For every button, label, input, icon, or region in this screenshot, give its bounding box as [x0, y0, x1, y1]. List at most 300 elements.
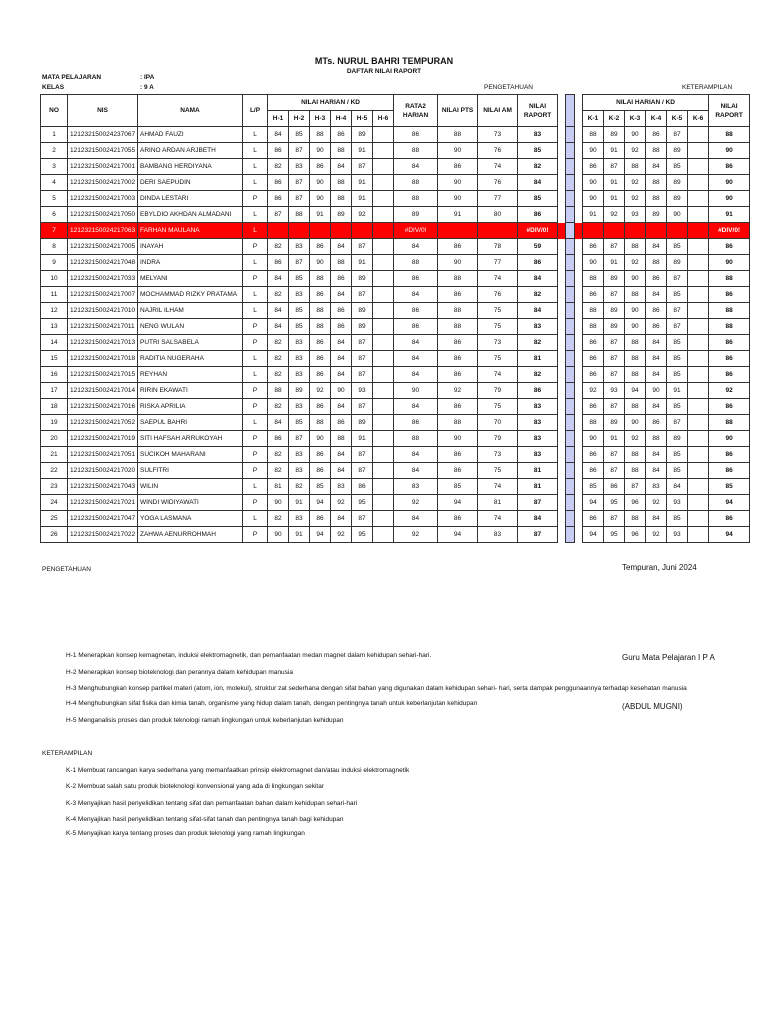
table-row	[41, 175, 750, 191]
row-name: RISKA APRILIA	[138, 399, 243, 415]
row-daily-score: 86	[310, 351, 331, 367]
row-skill-score: 87	[604, 447, 625, 463]
separator-cell	[558, 239, 566, 255]
row-daily-score: 83	[289, 511, 310, 527]
row-avg: 84	[394, 399, 438, 415]
row-daily-score	[373, 143, 394, 159]
row-no: 16	[41, 367, 68, 383]
row-skill-score: 84	[646, 159, 667, 175]
row-skill-score	[667, 223, 688, 239]
row-name: DINDA LESTARI	[138, 191, 243, 207]
row-nis: 121232150024217005	[68, 239, 138, 255]
row-name: YOGA LASMANA	[138, 511, 243, 527]
row-no: 6	[41, 207, 68, 223]
row-skill-score: 86	[583, 463, 604, 479]
row-daily-score	[373, 383, 394, 399]
row-skill-score	[688, 383, 709, 399]
row-skill-score: 88	[583, 127, 604, 143]
row-daily-score: 84	[268, 271, 289, 287]
row-skill-score: 83	[646, 479, 667, 495]
row-nis: 121232150024217022	[68, 527, 138, 543]
row-skill-score: 91	[604, 143, 625, 159]
row-lp: L	[243, 127, 268, 143]
separator-cell	[575, 527, 583, 543]
row-avg: 84	[394, 239, 438, 255]
row-daily-score: 82	[268, 367, 289, 383]
kd-skill-5: K-5 Menyajikan karya tentang proses dan produk teknologi yang ramah lingkungan	[66, 830, 305, 837]
row-skill-report: 90	[709, 191, 750, 207]
row-daily-score: 91	[310, 207, 331, 223]
row-am: 74	[478, 271, 518, 287]
row-skill-score	[688, 351, 709, 367]
row-pts: 90	[438, 431, 478, 447]
row-daily-score: 90	[310, 431, 331, 447]
row-skill-score: 84	[646, 335, 667, 351]
row-daily-score: 87	[289, 175, 310, 191]
row-daily-score: 89	[352, 415, 373, 431]
row-daily-score: 95	[352, 527, 373, 543]
row-skill-score: 87	[604, 335, 625, 351]
row-daily-score	[373, 367, 394, 383]
row-daily-score: 86	[331, 271, 352, 287]
row-skill-score: 86	[583, 239, 604, 255]
row-daily-score: 92	[331, 527, 352, 543]
row-daily-score: 92	[352, 207, 373, 223]
row-pts: 88	[438, 319, 478, 335]
row-skill-score	[688, 511, 709, 527]
row-skill-score: 89	[646, 207, 667, 223]
row-skill-report: 86	[709, 351, 750, 367]
row-skill-report: 90	[709, 175, 750, 191]
row-skill-score	[688, 415, 709, 431]
place-date: Tempuran, Juni 2024	[622, 563, 697, 572]
row-daily-score: 87	[352, 335, 373, 351]
row-avg: 89	[394, 207, 438, 223]
row-report: 82	[518, 287, 558, 303]
row-daily-score: 85	[289, 319, 310, 335]
row-daily-score: 82	[268, 239, 289, 255]
row-report: 87	[518, 495, 558, 511]
row-daily-score: 83	[289, 463, 310, 479]
separator-cell	[558, 447, 566, 463]
row-report: 81	[518, 479, 558, 495]
row-avg: 86	[394, 271, 438, 287]
row-daily-score: 87	[352, 511, 373, 527]
row-daily-score	[373, 495, 394, 511]
row-skill-score: 88	[625, 287, 646, 303]
row-nis: 121232150024217015	[68, 367, 138, 383]
row-daily-score	[310, 223, 331, 239]
row-skill-score: 87	[604, 239, 625, 255]
separator-shaded	[566, 399, 575, 415]
col-skill-3: K-3	[625, 111, 646, 127]
row-skill-score: 88	[583, 415, 604, 431]
row-skill-score: 92	[583, 383, 604, 399]
row-skill-score: 93	[604, 383, 625, 399]
table-row	[41, 383, 750, 399]
row-daily-score: 87	[352, 159, 373, 175]
row-daily-score: 91	[289, 527, 310, 543]
row-am: 75	[478, 351, 518, 367]
row-skill-score: 89	[667, 255, 688, 271]
row-pts: 88	[438, 415, 478, 431]
row-pts: 86	[438, 511, 478, 527]
row-no: 3	[41, 159, 68, 175]
row-report: 85	[518, 191, 558, 207]
row-daily-score: 95	[352, 495, 373, 511]
row-skill-score: 91	[604, 255, 625, 271]
row-daily-score: 84	[268, 127, 289, 143]
col-skill-1: K-1	[583, 111, 604, 127]
row-daily-score: 82	[268, 351, 289, 367]
separator-shaded	[566, 495, 575, 511]
row-daily-score: 84	[331, 399, 352, 415]
school-title: MTs. NURUL BAHRI TEMPURAN	[314, 56, 454, 66]
row-daily-score: 84	[268, 415, 289, 431]
row-daily-score: 88	[310, 271, 331, 287]
row-report: #DIV/0!	[518, 223, 558, 239]
row-skill-score: 89	[604, 303, 625, 319]
separator-cell	[575, 143, 583, 159]
row-skill-score: 85	[667, 463, 688, 479]
row-skill-score: 86	[583, 287, 604, 303]
row-pts: 90	[438, 191, 478, 207]
row-skill-score: 88	[625, 511, 646, 527]
col-nis: NIS	[68, 95, 138, 127]
row-skill-score: 90	[583, 143, 604, 159]
table-row	[41, 511, 750, 527]
row-skill-score: 84	[667, 479, 688, 495]
document-subtitle: DAFTAR NILAI RAPORT	[346, 68, 422, 75]
row-report: 83	[518, 415, 558, 431]
table-row	[41, 479, 750, 495]
row-report: 83	[518, 127, 558, 143]
separator-cell	[558, 479, 566, 495]
row-lp: L	[243, 287, 268, 303]
row-skill-score: 84	[646, 447, 667, 463]
row-skill-score: 87	[667, 303, 688, 319]
row-daily-score: 88	[289, 207, 310, 223]
separator-cell	[558, 383, 566, 399]
row-daily-score: 86	[268, 431, 289, 447]
row-skill-score: 92	[625, 431, 646, 447]
row-avg: 84	[394, 447, 438, 463]
row-skill-score: 92	[646, 495, 667, 511]
row-skill-score	[688, 159, 709, 175]
row-daily-score: 86	[268, 175, 289, 191]
row-avg: 88	[394, 431, 438, 447]
row-no: 18	[41, 399, 68, 415]
row-daily-score: 87	[352, 463, 373, 479]
row-skill-score: 88	[625, 351, 646, 367]
row-daily-score: 83	[289, 287, 310, 303]
row-nis: 121232150024217002	[68, 175, 138, 191]
row-am: 83	[478, 527, 518, 543]
row-skill-report: 85	[709, 479, 750, 495]
row-daily-score: 88	[331, 431, 352, 447]
table-row	[41, 335, 750, 351]
row-report: 85	[518, 143, 558, 159]
row-skill-score	[688, 175, 709, 191]
row-no: 17	[41, 383, 68, 399]
row-nis: 121232150024217013	[68, 335, 138, 351]
row-skill-report: 88	[709, 415, 750, 431]
row-skill-score: 86	[583, 351, 604, 367]
row-pts: 92	[438, 383, 478, 399]
row-skill-score: 84	[646, 463, 667, 479]
row-daily-score: 87	[268, 207, 289, 223]
row-skill-score: 86	[583, 335, 604, 351]
row-daily-score: 83	[289, 159, 310, 175]
row-daily-score: 87	[352, 447, 373, 463]
row-daily-score: 89	[352, 319, 373, 335]
row-daily-score	[352, 223, 373, 239]
col-skill-4: K-4	[646, 111, 667, 127]
row-avg: 84	[394, 367, 438, 383]
row-lp: L	[243, 479, 268, 495]
separator-shaded	[566, 367, 575, 383]
row-daily-score: 91	[352, 255, 373, 271]
row-skill-score: 89	[667, 175, 688, 191]
row-skill-score: 88	[625, 447, 646, 463]
row-daily-score	[373, 303, 394, 319]
separator-cell	[558, 287, 566, 303]
row-skill-score	[688, 191, 709, 207]
col-daily-group: NILAI HARIAN / KD	[268, 95, 394, 111]
row-lp: L	[243, 223, 268, 239]
separator-cell	[575, 479, 583, 495]
row-skill-score	[688, 527, 709, 543]
row-daily-score	[373, 223, 394, 239]
row-daily-score: 86	[310, 511, 331, 527]
row-skill-report: 88	[709, 319, 750, 335]
col-name: NAMA	[138, 95, 243, 127]
row-daily-score: 85	[289, 271, 310, 287]
row-skill-score: 92	[625, 191, 646, 207]
row-avg: 88	[394, 175, 438, 191]
row-daily-score: 83	[289, 239, 310, 255]
separator-cell	[575, 95, 583, 127]
row-skill-score: 88	[583, 271, 604, 287]
row-daily-score: 83	[289, 335, 310, 351]
row-avg: 88	[394, 255, 438, 271]
row-daily-score: 90	[268, 527, 289, 543]
row-skill-report: 86	[709, 159, 750, 175]
row-lp: P	[243, 399, 268, 415]
row-daily-score	[373, 239, 394, 255]
row-no: 12	[41, 303, 68, 319]
row-lp: L	[243, 351, 268, 367]
row-skill-score	[688, 367, 709, 383]
row-daily-score: 86	[310, 159, 331, 175]
row-daily-score: 88	[331, 191, 352, 207]
row-avg: 86	[394, 319, 438, 335]
row-daily-score: 89	[352, 127, 373, 143]
separator-cell	[558, 175, 566, 191]
row-name: SITI HAFSAH ARRUKOYAH	[138, 431, 243, 447]
row-skill-score: 87	[604, 351, 625, 367]
separator-cell	[575, 271, 583, 287]
row-pts	[438, 223, 478, 239]
separator-cell	[575, 383, 583, 399]
row-daily-score: 87	[289, 143, 310, 159]
row-name: NENG WULAN	[138, 319, 243, 335]
col-daily-3: H-3	[310, 111, 331, 127]
table-row	[41, 527, 750, 543]
row-skill-score: 84	[646, 367, 667, 383]
row-am: 74	[478, 511, 518, 527]
row-skill-score: 90	[583, 191, 604, 207]
row-daily-score: 87	[352, 399, 373, 415]
row-daily-score: 83	[289, 367, 310, 383]
table-row	[41, 399, 750, 415]
separator-cell	[575, 351, 583, 367]
row-nis: 121232150024217033	[68, 271, 138, 287]
row-am: 73	[478, 127, 518, 143]
row-daily-score: 89	[352, 303, 373, 319]
row-report: 81	[518, 463, 558, 479]
row-skill-score: 87	[604, 463, 625, 479]
row-skill-score: 91	[667, 383, 688, 399]
row-am: 77	[478, 255, 518, 271]
row-name: MOCHAMMAD RIZKY PRATAMA	[138, 287, 243, 303]
row-skill-score: 94	[583, 495, 604, 511]
row-daily-score: 93	[352, 383, 373, 399]
row-no: 15	[41, 351, 68, 367]
separator-cell	[558, 255, 566, 271]
row-avg: 88	[394, 191, 438, 207]
row-daily-score: 90	[310, 143, 331, 159]
row-skill-score: 91	[604, 431, 625, 447]
row-skill-report: 86	[709, 463, 750, 479]
kd-knowledge-2: H-2 Menerapkan konsep bioteknologi dan perannya dalam kehidupan manusia	[66, 669, 293, 676]
row-daily-score: 87	[352, 239, 373, 255]
row-daily-score: 91	[352, 431, 373, 447]
row-nis: 121232150024217021	[68, 495, 138, 511]
row-avg: 84	[394, 287, 438, 303]
row-am: 75	[478, 303, 518, 319]
row-avg: 90	[394, 383, 438, 399]
separator-cell	[558, 207, 566, 223]
col-daily-5: H-5	[352, 111, 373, 127]
separator-shaded	[566, 191, 575, 207]
row-skill-score: 84	[646, 287, 667, 303]
row-skill-score: 88	[583, 303, 604, 319]
row-skill-score	[688, 303, 709, 319]
separator-cell	[575, 255, 583, 271]
row-skill-score	[688, 287, 709, 303]
row-am: 79	[478, 383, 518, 399]
subject-value: : IPA	[140, 74, 155, 81]
row-lp: L	[243, 367, 268, 383]
row-daily-score: 94	[310, 527, 331, 543]
table-row	[41, 463, 750, 479]
separator-cell	[558, 527, 566, 543]
table-row	[41, 495, 750, 511]
row-skill-score	[688, 479, 709, 495]
row-name: SUCIKOH MAHARANI	[138, 447, 243, 463]
row-skill-report: 90	[709, 431, 750, 447]
row-daily-score: 94	[310, 495, 331, 511]
row-skill-score: 86	[604, 479, 625, 495]
row-skill-score	[688, 463, 709, 479]
row-daily-score	[373, 335, 394, 351]
row-name: INAYAH	[138, 239, 243, 255]
row-report: 86	[518, 255, 558, 271]
row-skill-score: 85	[667, 367, 688, 383]
separator-shaded	[566, 287, 575, 303]
row-daily-score: 85	[310, 479, 331, 495]
row-daily-score: 86	[352, 479, 373, 495]
row-skill-score: 87	[667, 127, 688, 143]
row-report: 83	[518, 431, 558, 447]
row-daily-score	[373, 431, 394, 447]
row-skill-score: 88	[625, 463, 646, 479]
kd-skill-2: K-2 Membuat salah satu produk bioteknologi konvensional yang ada di lingkungan sekitar	[66, 783, 324, 790]
row-skill-report: 94	[709, 527, 750, 543]
separator-cell	[558, 127, 566, 143]
separator-cell	[575, 399, 583, 415]
row-pts: 86	[438, 351, 478, 367]
row-name: MELYANI	[138, 271, 243, 287]
row-daily-score	[373, 351, 394, 367]
row-skill-score: 87	[667, 271, 688, 287]
row-am: 74	[478, 159, 518, 175]
col-daily-2: H-2	[289, 111, 310, 127]
row-skill-score: 89	[667, 143, 688, 159]
separator-shaded	[566, 479, 575, 495]
kd-knowledge-4: H-4 Menghubungkan sifat fisika dan kimia tanah, organisme yang hidup dalam tanah, dengan pentingnya tanah untuk keberlanjutan kehidupan	[66, 700, 478, 707]
row-no: 20	[41, 431, 68, 447]
row-pts: 86	[438, 367, 478, 383]
col-no: NO	[41, 95, 68, 127]
row-pts: 90	[438, 175, 478, 191]
row-name: WILIN	[138, 479, 243, 495]
row-skill-score: 96	[625, 495, 646, 511]
row-skill-score	[688, 143, 709, 159]
row-skill-score: 90	[646, 383, 667, 399]
row-daily-score: 84	[268, 319, 289, 335]
col-report: NILAI RAPORT	[518, 95, 558, 127]
row-daily-score	[289, 223, 310, 239]
row-daily-score: 91	[289, 495, 310, 511]
separator-cell	[575, 511, 583, 527]
row-lp: P	[243, 271, 268, 287]
row-skill-score: 91	[604, 191, 625, 207]
row-lp: L	[243, 175, 268, 191]
table-row	[41, 351, 750, 367]
row-skill-score: 84	[646, 399, 667, 415]
separator-shaded	[566, 223, 575, 239]
kd-knowledge-1: H-1 Menerapkan konsep kemagnetan, induksi elektromagnetik, dan pemanfaatan medan magnet dalam kehidupan sehari-hari.	[66, 652, 432, 659]
row-daily-score: 84	[331, 463, 352, 479]
row-report: 86	[518, 207, 558, 223]
row-daily-score: 86	[310, 287, 331, 303]
row-skill-score: 85	[667, 399, 688, 415]
separator-cell	[575, 223, 583, 239]
separator-cell	[575, 335, 583, 351]
row-lp: P	[243, 463, 268, 479]
row-skill-score	[604, 223, 625, 239]
table-row	[41, 431, 750, 447]
row-skill-score	[688, 223, 709, 239]
row-lp: L	[243, 303, 268, 319]
row-avg: 84	[394, 511, 438, 527]
subject-label: MATA PELAJARAN	[42, 74, 102, 81]
row-daily-score: 87	[352, 287, 373, 303]
row-skill-score: 89	[604, 415, 625, 431]
table-row	[41, 367, 750, 383]
